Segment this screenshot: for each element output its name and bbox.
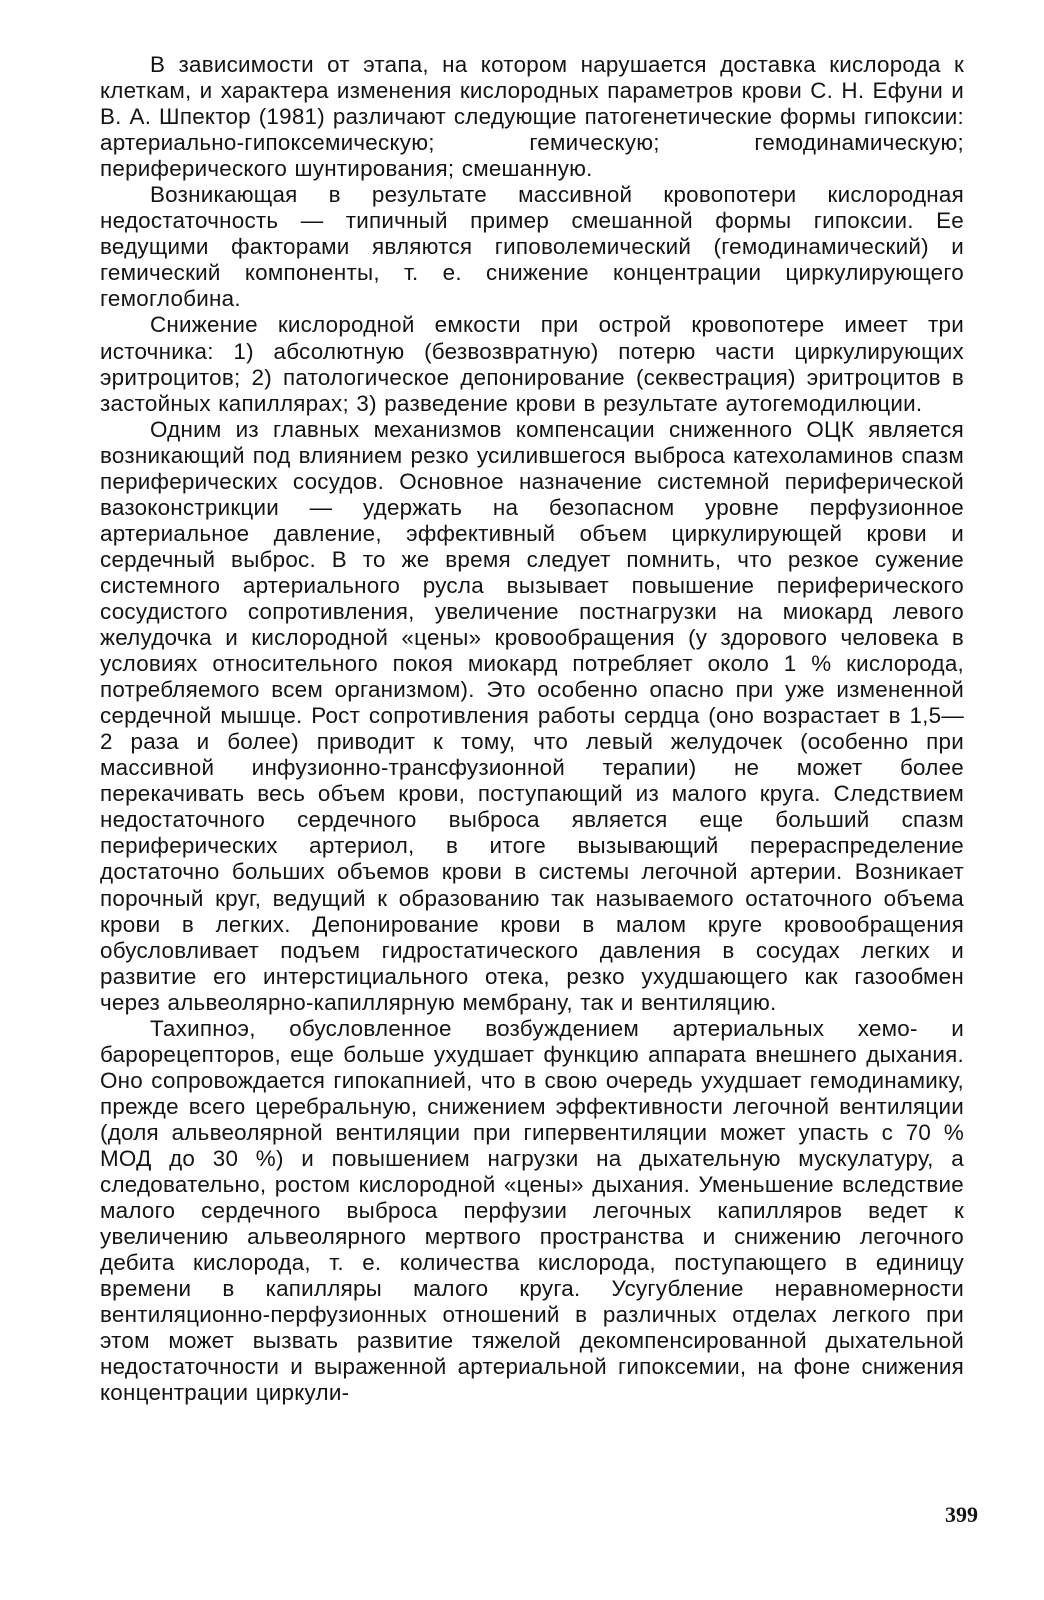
page-body <box>100 52 964 1406</box>
paragraph-hypoxia-forms: В зависимости от этапа, на котором нарушается доставка кислорода к клеткам, и характера изменения кислородных параметров крови С. Н. Ефуни и В. А. Шпектор (1981) различают следующие патогенетические формы гипоксии: артериально-гипоксемическую; гемическую; гемодинамическую; периферического шунтирования; смешанную. <box>100 52 964 182</box>
page-number: 399 <box>945 1502 978 1527</box>
paragraph-oxygen-capacity: Снижение кислородной емкости при острой кровопотере имеет три источника: 1) абсолютную (безвозвратную) потерю части циркулирующих эритроцитов; 2) патологическое депонирование (секвестрация) эритроцитов в застойных капиллярах; 3) разведение крови в результате аутогемодилюции. <box>100 312 964 416</box>
paragraph-mixed-hypoxia: Возникающая в результате массивной кровопотери кислородная недостаточность — типичный пример смешанной формы гипоксии. Ее ведущими факторами являются гиповолемический (гемодинамический) и гемический компоненты, т. е. снижение концентрации циркулирующего гемоглобина. <box>100 182 964 312</box>
paragraph-compensation-mechanisms: Одним из главных механизмов компенсации сниженного ОЦК является возникающий под влиянием резко усилившегося выброса катехоламинов спазм периферических сосудов. Основное назначение системной периферической вазоконстрикции — удержать на безопасном уровне перфузионное артериальное давление, эффективный объем циркулирующей крови и сердечный выброс. В то же время следует помнить, что резкое сужение системного артериального русла вызывает повышение периферического сосудистого сопротивления, увеличение постнагрузки на миокард левого желудочка и кислородной «цены» кровообращения (у здорового человека в условиях относительного покоя миокард потребляет около 1 % кислорода, потребляемого всем организмом). Это особенно опасно при уже измененной сердечной мышце. Рост сопротивления работы сердца (оно возрастает в 1,5—2 раза и более) приводит к тому, что левый желудочек (особенно при массивной инфузионно-трансфузионной терапии) не может более перекачивать весь объем крови, поступающий из малого круга. Следствием недостаточного сердечного выброса является еще больший спазм периферических артериол, в итоге вызывающий перераспределение достаточно больших объемов крови в системы легочной артерии. Возникает порочный круг, ведущий к образованию так называемого остаточного объема крови в легких. Депонирование крови в малом круге кровообращения обусловливает подъем гидростатического давления в сосудах легких и развитие его интерстициального отека, резко ухудшающего как газообмен через альвеолярно-капиллярную мембрану, так и вентиляцию. <box>100 416 964 1015</box>
paragraph-tachypnea: Тахипноэ, обусловленное возбуждением артериальных хемо- и барорецепторов, еще больше ухудшает функцию аппарата внешнего дыхания. Оно сопровождается гипокапнией, что в свою очередь ухудшает гемодинамику, прежде всего церебральную, снижением эффективности легочной вентиляции (доля альвеолярной вентиляции при гипервентиляции может упасть с 70 % МОД до 30 %) и повышением нагрузки на дыхательную мускулатуру, а следовательно, ростом кислородной «цены» дыхания. Уменьшение вследствие малого сердечного выброса перфузии легочных капилляров ведет к увеличению альвеолярного мертвого пространства и снижению легочного дебита кислорода, т. е. количества кислорода, поступающего в единицу времени в капилляры малого круга. Усугубление неравномерности вентиляционно-перфузионных отношений в различных отделах легкого при этом может вызвать развитие тяжелой декомпенсированной дыхательной недостаточности и выраженной артериальной гипоксемии, на фоне снижения концентрации циркули- <box>100 1015 964 1406</box>
